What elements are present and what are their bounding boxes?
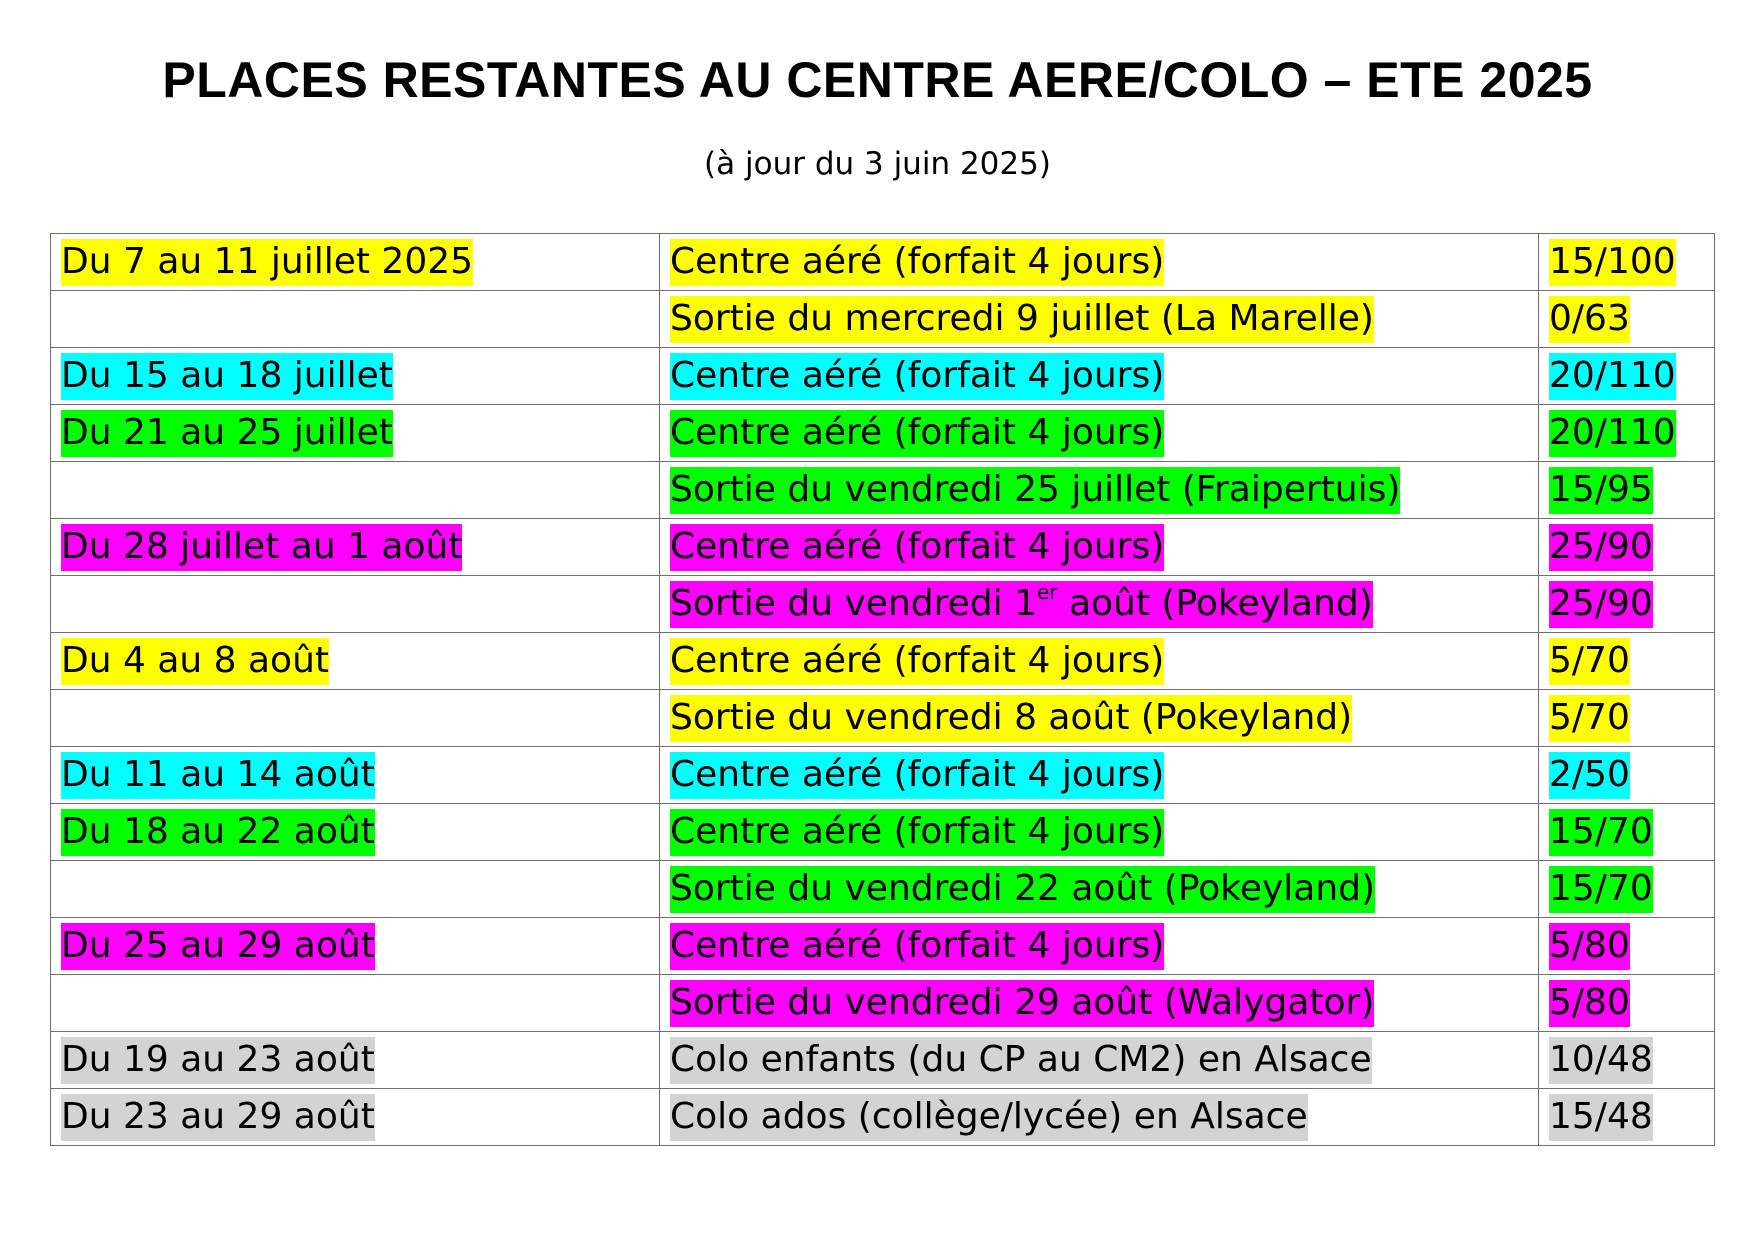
- activity-text: Centre aéré (forfait 4 jours): [670, 925, 1165, 966]
- activity-label: [670, 410, 1164, 457]
- places-remaining: 15/48: [1549, 1094, 1653, 1141]
- table-row: [51, 804, 1715, 861]
- activity-cell: [660, 348, 1539, 405]
- activity-cell: [660, 234, 1539, 291]
- places-remaining: 5/70: [1549, 638, 1630, 685]
- places-cell: [1539, 348, 1715, 405]
- places-remaining: 15/70: [1549, 866, 1653, 913]
- activity-label: [670, 752, 1164, 799]
- date-cell: [51, 462, 660, 519]
- activity-text: Centre aéré (forfait 4 jours): [670, 754, 1165, 795]
- table-row: [51, 462, 1715, 519]
- activity-cell: [660, 462, 1539, 519]
- places-cell: [1539, 1032, 1715, 1089]
- table-row: [51, 234, 1715, 291]
- activity-label: [670, 695, 1352, 742]
- table-row: [51, 1089, 1715, 1146]
- activity-text: Centre aéré (forfait 4 jours): [670, 355, 1165, 396]
- places-cell: [1539, 975, 1715, 1032]
- activity-cell: [660, 747, 1539, 804]
- places-remaining: 15/70: [1549, 809, 1653, 856]
- date-cell: [51, 861, 660, 918]
- date-cell: [51, 633, 660, 690]
- places-remaining: 0/63: [1549, 296, 1630, 343]
- places-remaining: 15/95: [1549, 467, 1653, 514]
- activity-cell: [660, 576, 1539, 633]
- activity-text: Sortie du vendredi 22 août (Pokeyland): [670, 868, 1376, 909]
- places-remaining: 20/110: [1549, 353, 1676, 400]
- activity-cell: [660, 633, 1539, 690]
- activity-text: Sortie du vendredi 8 août (Pokeyland): [670, 697, 1353, 738]
- table-row: [51, 690, 1715, 747]
- activity-text: Sortie du vendredi 1: [670, 583, 1037, 624]
- places-remaining: 5/80: [1549, 980, 1630, 1027]
- places-cell: [1539, 519, 1715, 576]
- date-cell: [51, 804, 660, 861]
- places-remaining: 25/90: [1549, 581, 1653, 628]
- date-cell: [51, 1032, 660, 1089]
- activity-cell: [660, 519, 1539, 576]
- activity-cell: [660, 861, 1539, 918]
- activity-text: Centre aéré (forfait 4 jours): [670, 412, 1165, 453]
- date-cell: [51, 519, 660, 576]
- activity-label: [670, 923, 1164, 970]
- date-cell: [51, 348, 660, 405]
- table-row: [51, 576, 1715, 633]
- activity-label: [670, 296, 1374, 343]
- activity-text: Colo ados (collège/lycée) en Alsace: [670, 1096, 1308, 1137]
- date-label: Du 15 au 18 juillet: [61, 353, 393, 400]
- places-cell: [1539, 918, 1715, 975]
- places-cell: [1539, 804, 1715, 861]
- ordinal-superscript: er: [1036, 580, 1058, 604]
- table-row: [51, 1032, 1715, 1089]
- activity-label: [670, 581, 1373, 628]
- activity-cell: [660, 804, 1539, 861]
- activity-text: Centre aéré (forfait 4 jours): [670, 241, 1165, 282]
- places-cell: [1539, 747, 1715, 804]
- places-cell: [1539, 462, 1715, 519]
- places-table-body: [51, 234, 1715, 1146]
- date-label: Du 23 au 29 août: [61, 1094, 375, 1141]
- activity-text-after: août (Pokeyland): [1057, 583, 1373, 624]
- places-remaining: 10/48: [1549, 1037, 1653, 1084]
- date-label: Du 4 au 8 août: [61, 638, 329, 685]
- places-cell: [1539, 576, 1715, 633]
- places-cell: [1539, 1089, 1715, 1146]
- table-row: [51, 975, 1715, 1032]
- activity-label: [670, 866, 1375, 913]
- activity-text: Colo enfants (du CP au CM2) en Alsace: [670, 1039, 1372, 1080]
- places-cell: [1539, 291, 1715, 348]
- activity-text: Centre aéré (forfait 4 jours): [670, 526, 1165, 567]
- update-date: (à jour du 3 juin 2025): [704, 146, 1051, 182]
- activity-cell: [660, 975, 1539, 1032]
- table-row: [51, 348, 1715, 405]
- activity-text: Sortie du mercredi 9 juillet (La Marelle): [670, 298, 1374, 339]
- table-row: [51, 519, 1715, 576]
- date-cell: [51, 690, 660, 747]
- places-remaining: 15/100: [1549, 239, 1676, 286]
- places-cell: [1539, 861, 1715, 918]
- places-remaining: 25/90: [1549, 524, 1653, 571]
- activity-text: Centre aéré (forfait 4 jours): [670, 811, 1165, 852]
- date-cell: [51, 576, 660, 633]
- date-cell: [51, 234, 660, 291]
- places-table: [50, 233, 1715, 1146]
- places-remaining: 20/110: [1549, 410, 1676, 457]
- activity-cell: [660, 405, 1539, 462]
- places-cell: [1539, 234, 1715, 291]
- activity-label: [670, 467, 1400, 514]
- places-remaining: 2/50: [1549, 752, 1630, 799]
- date-cell: [51, 747, 660, 804]
- date-cell: [51, 1089, 660, 1146]
- activity-label: [670, 809, 1164, 856]
- activity-label: [670, 980, 1374, 1027]
- date-label: Du 7 au 11 juillet 2025: [61, 239, 473, 286]
- table-row: [51, 861, 1715, 918]
- table-row: [51, 405, 1715, 462]
- date-cell: [51, 405, 660, 462]
- activity-cell: [660, 690, 1539, 747]
- table-row: [51, 918, 1715, 975]
- table-row: [51, 747, 1715, 804]
- activity-label: [670, 524, 1164, 571]
- activity-cell: [660, 1032, 1539, 1089]
- date-label: Du 11 au 14 août: [61, 752, 375, 799]
- activity-text: Centre aéré (forfait 4 jours): [670, 640, 1165, 681]
- activity-text: Sortie du vendredi 29 août (Walygator): [670, 982, 1375, 1023]
- page-title: PLACES RESTANTES AU CENTRE AERE/COLO – ETE 2025: [162, 52, 1593, 108]
- date-cell: [51, 918, 660, 975]
- date-cell: [51, 291, 660, 348]
- places-cell: [1539, 405, 1715, 462]
- date-label: Du 28 juillet au 1 août: [61, 524, 462, 571]
- activity-cell: [660, 918, 1539, 975]
- table-row: [51, 291, 1715, 348]
- places-cell: [1539, 690, 1715, 747]
- places-remaining: 5/80: [1549, 923, 1630, 970]
- activity-text: Sortie du vendredi 25 juillet (Fraipertuis): [670, 469, 1401, 510]
- activity-label: [670, 353, 1164, 400]
- activity-label: [670, 1094, 1308, 1141]
- activity-label: [670, 638, 1164, 685]
- activity-label: [670, 239, 1164, 286]
- places-cell: [1539, 633, 1715, 690]
- activity-cell: [660, 291, 1539, 348]
- date-label: Du 25 au 29 août: [61, 923, 375, 970]
- places-remaining: 5/70: [1549, 695, 1630, 742]
- activity-label: [670, 1037, 1372, 1084]
- activity-cell: [660, 1089, 1539, 1146]
- date-label: Du 21 au 25 juillet: [61, 410, 393, 457]
- table-row: [51, 633, 1715, 690]
- date-label: Du 18 au 22 août: [61, 809, 375, 856]
- date-cell: [51, 975, 660, 1032]
- date-label: Du 19 au 23 août: [61, 1037, 375, 1084]
